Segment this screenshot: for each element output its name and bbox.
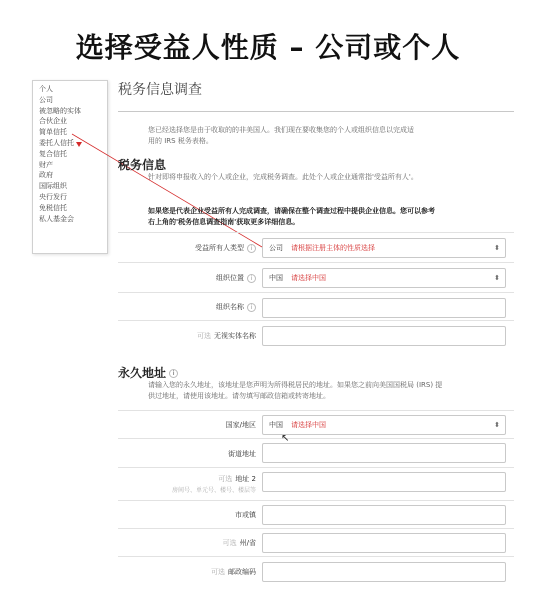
street-input[interactable]: [262, 443, 506, 463]
menu-item-grantor-trust[interactable]: 委托人信托: [39, 138, 74, 147]
tax-section-para: 针对即将申报收入的个人或企业，完成税务调查。此处个人或企业通常指'受益所有人'。: [148, 173, 418, 181]
menu-item-simple-trust[interactable]: 简单信托: [39, 128, 67, 137]
address2-label: 可选 地址 2: [218, 475, 256, 483]
form-heading: 税务信息调查: [118, 82, 202, 98]
address-section-para: 请输入您的永久地址，该地址是您声明为所得税居民的地址。如果您之前向美国国税局 (IRS) 提供过地址，请使用该地址。请勿填写邮政信箱或转寄地址。: [148, 381, 443, 400]
select-caret-icon: ⬍: [494, 274, 500, 282]
mouse-cursor-icon: ↖: [281, 433, 290, 444]
row-divider: [118, 438, 514, 439]
menu-item-partnership[interactable]: 合伙企业: [39, 117, 67, 126]
disregarded-entity-input[interactable]: [262, 326, 506, 346]
state-input[interactable]: [262, 533, 506, 553]
info-icon[interactable]: i: [169, 369, 178, 378]
row-divider: [118, 232, 514, 233]
intro-text: 您已经选择您是由于收取的的非美国人。我们现在要收集您的个人或组织信息以完成适用的 IRS 税务表格。: [148, 126, 414, 145]
postal-label: 可选 邮政编码: [211, 568, 256, 576]
menu-item-complex-trust[interactable]: 复合信托: [39, 149, 67, 158]
menu-item-company[interactable]: 公司: [39, 95, 53, 104]
row-divider: [118, 262, 514, 263]
info-icon[interactable]: i: [247, 274, 256, 283]
page-title: 选择受益人性质 – 公司或个人: [75, 31, 461, 64]
tax-section-note: 如果您是代表企业受益所有人完成调查，请确保在整个调查过程中提供企业信息。您可以参考右上角的'税务信息调查指南'获取更多详细信息。: [148, 207, 435, 226]
row-divider: [118, 292, 514, 293]
org-name-label: 组织名称 i: [216, 302, 256, 312]
row-divider: [118, 410, 514, 411]
menu-item-international-org[interactable]: 国际组织: [39, 182, 67, 191]
owner-type-select[interactable]: 公司 请根据注册主体的性质选择 ⬍: [262, 238, 506, 258]
tax-section-title: 税务信息: [118, 158, 167, 172]
row-divider: [118, 500, 514, 501]
address-section-title: 永久地址 i: [118, 364, 178, 381]
country-label: 国家/地区: [225, 421, 256, 429]
address2-input[interactable]: [262, 472, 506, 492]
select-caret-icon: ⬍: [494, 421, 500, 429]
city-input[interactable]: [262, 505, 506, 525]
row-divider: [118, 528, 514, 529]
org-location-select[interactable]: 中国 请选择中国 ⬍: [262, 268, 506, 288]
postal-input[interactable]: [262, 562, 506, 582]
menu-item-individual[interactable]: 个人: [39, 85, 53, 93]
menu-item-estate[interactable]: 财产: [39, 160, 53, 169]
state-label: 可选 州/省: [222, 539, 256, 547]
org-name-input[interactable]: [262, 298, 506, 318]
row-divider: [118, 467, 514, 468]
menu-item-government[interactable]: 政府: [39, 171, 53, 180]
org-location-label: 组织位置 i: [216, 273, 256, 283]
menu-item-private-foundation[interactable]: 私人基金会: [39, 214, 74, 223]
city-label: 市或镇: [235, 511, 256, 519]
menu-item-central-bank[interactable]: 央行发行: [39, 192, 67, 201]
row-divider: [118, 320, 514, 321]
menu-item-disregarded-entity[interactable]: 被忽略的实体: [39, 106, 81, 115]
owner-type-label: 受益所有人类型 i: [195, 243, 256, 253]
heading-divider: [118, 111, 514, 112]
street-label: 街道地址: [228, 450, 256, 458]
menu-item-tax-exempt-trust[interactable]: 免税信托: [39, 203, 67, 212]
info-icon[interactable]: i: [247, 244, 256, 253]
address2-hint: 房间号、单元号、楼号、楼层等: [171, 487, 256, 494]
info-icon[interactable]: i: [247, 303, 256, 312]
country-select[interactable]: 中国 请选择中国 ⬍: [262, 415, 506, 435]
select-caret-icon: ⬍: [494, 244, 500, 252]
disregarded-entity-label: 可选 无视实体名称: [197, 332, 256, 340]
row-divider: [118, 556, 514, 557]
